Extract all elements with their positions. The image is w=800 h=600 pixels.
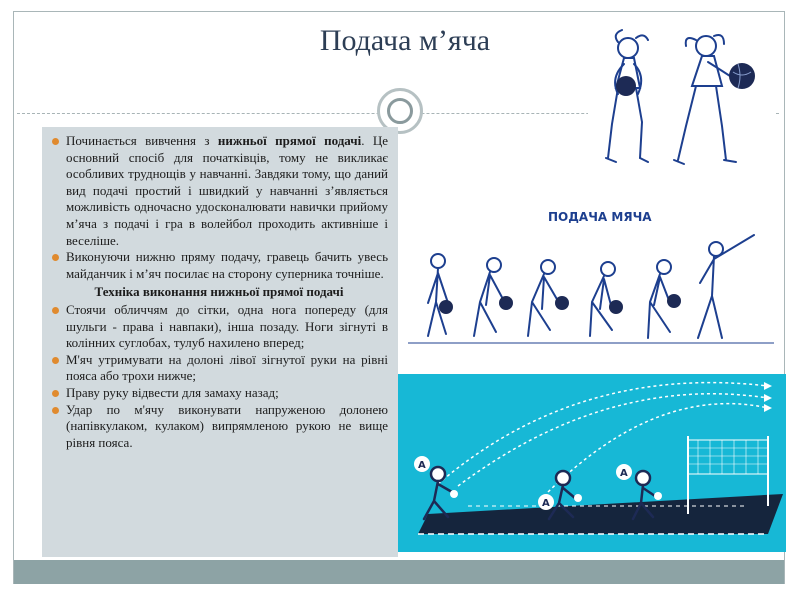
bold-term: нижньої прямої подачі [217,133,362,148]
paragraph-text: Стоячи обличчям до сітки, одна нога попереду (для шульги - права і навпаки), інша позаду. Ноги зігнуті в колінних суглобах, тулуб нахилено вперед; [66,301,388,351]
list-item [50,133,388,249]
paragraph-text: Починається вивчення з [66,133,218,148]
bullet-icon [52,307,59,314]
player-label: А [620,468,628,479]
slide-title: Подача м’яча [319,24,491,57]
list-item [50,385,388,402]
paragraph-text: Виконуючи нижню пряму подачу, гравець бачить увесь майданчик і м’яч посилає на сторону суперника точніше. [66,249,388,281]
bullet-list [50,133,388,451]
bullet-icon [52,407,59,414]
serve-sequence-illustration [398,193,784,373]
serve-trajectory-illustration [398,374,786,552]
paragraph-text: Удар по м'ячу виконувати напруженою долонею (напівкулаком, кулаком) випрямленою рукою не вище рівня пояса. [66,401,388,450]
list-item [50,302,388,352]
section-subheading: Техніка виконання нижньої прямої подачі [94,284,344,300]
player-label: А [542,498,550,509]
bullet-icon [52,254,59,261]
bullet-icon [52,390,59,397]
list-item [50,402,388,452]
players-holding-ball-illustration [588,24,776,186]
footer-band [14,560,784,584]
sequence-caption: ПОДАЧА МЯЧА [548,210,652,224]
paragraph-text: М'яч утримувати на долоні лівої зігнутої руки на рівні пояса або трохи нижче; [66,351,388,384]
list-item [50,249,388,282]
bullet-icon [52,357,59,364]
player-label: А [418,460,426,471]
bullet-icon [52,138,59,145]
paragraph-text: Праву руку відвести для замаху назад; [66,384,279,400]
list-item [50,352,388,385]
paragraph-text: . Це основний спосіб для початківців, тому не викликає особливих труднощів у навчанні. Завдяки тому, що даний вид подачі простий і швидкий у навчанні з’являється можливість одночасно удосконалювати навички прийому м’яча з подачі і гра в волейбол проходить активніше і веселіше. [66,133,388,248]
